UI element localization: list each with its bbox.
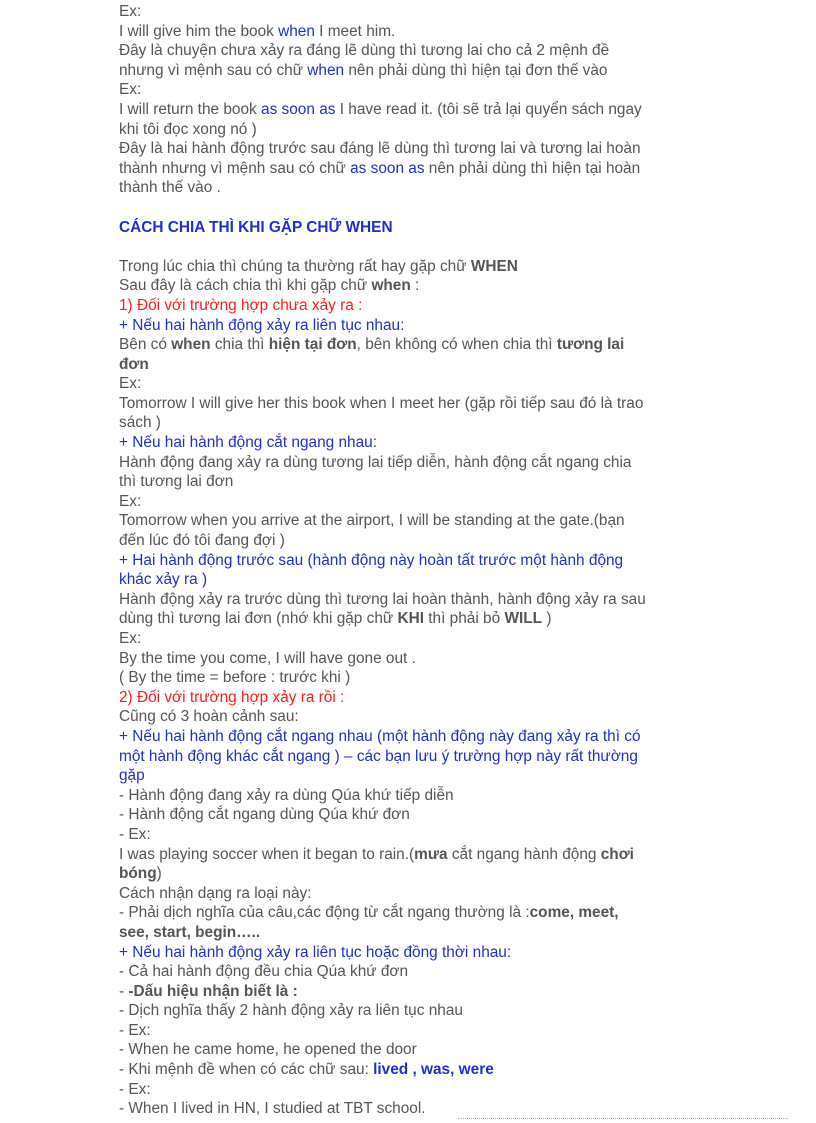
text-segment: when [278, 22, 315, 40]
text-segment: as soon as [261, 100, 336, 118]
text-line [119, 766, 719, 786]
text-segment: Tomorrow when you arrive at the airport, I will be standing at the gate.(bạn [119, 512, 625, 530]
text-segment: when [371, 277, 411, 295]
text-line [119, 649, 719, 669]
text-line [119, 531, 719, 551]
text-line [119, 551, 719, 571]
text-line [119, 688, 719, 708]
text-line [119, 668, 719, 688]
text-line [119, 2, 719, 22]
text-segment: as soon as [350, 159, 425, 177]
text-line [119, 1021, 719, 1041]
text-segment: come, meet, [529, 904, 619, 922]
text-segment: : [410, 277, 420, 295]
text-line [119, 707, 719, 727]
text-segment: - Phải dịch nghĩa của câu,các động từ cắt ngang thường là : [119, 904, 530, 922]
text-segment: gặp [119, 767, 145, 785]
text-line [119, 629, 719, 649]
text-segment: Ex: [119, 375, 142, 393]
text-line [119, 472, 719, 492]
text-segment: - Dịch nghĩa thấy 2 hành động xảy ra liên tục nhau [119, 1002, 463, 1020]
text-segment: + Hai hành động trước sau (hành động này hoàn tất trước một hành động [119, 551, 624, 569]
text-segment: WHEN [345, 218, 393, 236]
document-body [119, 2, 719, 1119]
text-line [119, 100, 719, 120]
text-line [119, 374, 719, 394]
text-segment: Hành động xảy ra trước dùng thì tương lai hoàn thành, hành động xảy ra sau [119, 590, 646, 608]
text-segment: WILL [504, 610, 543, 628]
text-segment: KHI [397, 610, 424, 628]
text-line [119, 943, 719, 963]
text-line [119, 864, 719, 884]
text-line [119, 786, 719, 806]
text-segment: + Nếu hai hành động cắt ngang nhau: [119, 434, 378, 452]
text-line [119, 394, 719, 414]
text-segment: WHEN [470, 257, 518, 275]
text-line [119, 413, 719, 433]
text-segment: - Ex: [119, 1021, 151, 1039]
text-segment: nên phải dùng thì hiện tại đơn thế vào [344, 61, 608, 79]
text-line [119, 1001, 719, 1021]
text-segment: hiện tại đơn [268, 336, 357, 354]
text-segment: khi tôi đọc xong nó ) [119, 120, 257, 138]
text-segment: - Ex: [119, 825, 151, 843]
text-line [119, 296, 719, 316]
text-segment: dùng thì tương lai đơn (nhớ khi gặp chữ [119, 610, 398, 628]
text-line [119, 884, 719, 904]
text-segment: Cách nhận dạng ra loại này: [119, 884, 312, 902]
text-line [119, 335, 719, 355]
text-segment: ) [542, 610, 552, 628]
text-line [119, 982, 719, 1002]
text-segment: nên phải dùng thì hiện tại hoàn [424, 159, 641, 177]
text-segment: I was playing soccer when it began to rain.( [119, 845, 415, 863]
text-segment: Ex: [119, 3, 142, 20]
text-segment: thì phải bỏ [424, 610, 505, 628]
text-segment: Ex: [119, 492, 142, 510]
text-segment: - Khi mệnh đề when có các chữ sau: [119, 1061, 374, 1079]
text-line [119, 825, 719, 845]
text-segment: đơn [119, 355, 149, 373]
text-line [119, 570, 719, 590]
text-segment: I will give him the book [119, 22, 279, 40]
text-line [119, 41, 719, 61]
text-segment: - When he came home, he opened the door [119, 1041, 417, 1059]
text-segment: khác xảy ra ) [119, 571, 208, 589]
text-line [119, 22, 719, 42]
text-segment: Hành động đang xảy ra dùng tương lai tiếp diễn, hành động cắt ngang chia [119, 453, 632, 471]
text-segment: I will return the book [119, 100, 262, 118]
text-segment: + Nếu hai hành động xảy ra liên tục nhau: [119, 316, 405, 334]
blank-line [119, 237, 719, 257]
text-line [119, 727, 719, 747]
text-segment: Bên có [119, 336, 172, 354]
text-line [119, 218, 719, 238]
text-line [119, 1080, 719, 1100]
text-segment: I have read it. (tôi sẽ trả lại quyển sách ngay [335, 100, 642, 118]
text-segment: ( By the time = before : trước khi ) [119, 669, 351, 687]
text-line [119, 962, 719, 982]
text-line [119, 178, 719, 198]
text-segment: - Hành động đang xảy ra dùng Qúa khứ tiếp diễn [119, 786, 454, 804]
text-segment: Ex: [119, 630, 142, 647]
text-line [119, 609, 719, 629]
text-segment: CÁCH CHIA THÌ KHI GẶP CHỮ [119, 218, 346, 236]
text-segment: when [171, 336, 211, 354]
text-line [119, 61, 719, 81]
text-segment: - Cả hai hành động đều chia Qúa khứ đơn [119, 963, 409, 981]
text-line [119, 845, 719, 865]
text-line [119, 316, 719, 336]
text-line [119, 433, 719, 453]
text-segment: + Nếu hai hành động xảy ra liên tục hoặc đồng thời nhau: [119, 943, 512, 961]
text-line [119, 159, 719, 179]
text-segment: 1) Đối với trường hợp chưa xảy ra : [119, 296, 363, 314]
text-segment: lived , was, were [373, 1061, 494, 1079]
text-segment: thành nhưng vì mệnh sau có chữ [119, 159, 351, 177]
text-segment: tương lai [556, 336, 625, 354]
text-segment: cắt ngang hành động [447, 845, 601, 863]
text-segment: By the time you come, I will have gone out . [119, 649, 416, 667]
text-segment: 2) Đối với trường hợp xảy ra rồi : [119, 688, 345, 706]
text-segment: thành thế vào . [119, 179, 221, 197]
text-line [119, 1060, 719, 1080]
text-line [119, 257, 719, 277]
text-line [119, 492, 719, 512]
text-segment: nhưng vì mệnh sau có chữ [119, 61, 308, 79]
text-segment: + Nếu hai hành động cắt ngang nhau (một hành động này đang xảy ra thì có [119, 727, 641, 745]
text-segment: chia thì [210, 336, 269, 354]
text-line [119, 747, 719, 767]
text-line [119, 276, 719, 296]
text-line [119, 590, 719, 610]
text-segment: Đây là chuyện chưa xảy ra đáng lẽ dùng thì tương lai cho cả 2 mệnh đề [119, 42, 610, 60]
blank-line [119, 198, 719, 218]
text-segment: bóng [119, 865, 157, 883]
text-segment: đến lúc đó tôi đang đợi ) [119, 532, 285, 550]
text-segment: - Ex: [119, 1080, 151, 1098]
text-line [119, 355, 719, 375]
text-segment: - When I lived in HN, I studied at TBT school. [119, 1100, 426, 1118]
text-segment: Trong lúc chia thì chúng ta thường rất hay gặp chữ [119, 257, 471, 275]
text-segment: Sau đây là cách chia thì khi gặp chữ [119, 277, 372, 295]
text-segment: sách ) [119, 414, 161, 432]
text-line [119, 511, 719, 531]
text-segment: thì tương lai đơn [119, 473, 234, 491]
text-segment: when [307, 61, 345, 79]
text-segment: see, start, begin….. [119, 923, 261, 941]
text-segment: I meet him. [314, 22, 396, 40]
text-line [119, 1099, 719, 1119]
text-segment: - [119, 982, 129, 1000]
text-segment: Ex: [119, 81, 142, 99]
text-segment: mưa [414, 845, 448, 863]
text-line [119, 80, 719, 100]
text-segment: chơi [600, 845, 634, 863]
text-segment: Cũng có 3 hoàn cảnh sau: [119, 708, 299, 726]
text-line [119, 453, 719, 473]
text-segment: -Dấu hiệu nhận biết là : [128, 982, 298, 1000]
text-segment: một hành động khác cắt ngang ) – các bạn lưu ý trường hợp này rất thường [119, 747, 638, 765]
footer-dotted-rule [458, 1118, 788, 1119]
text-line [119, 120, 719, 140]
text-segment: - Hành động cắt ngang dùng Qúa khứ đơn [119, 806, 410, 824]
text-line [119, 1040, 719, 1060]
text-line [119, 903, 719, 923]
text-segment: , bên không có when chia thì [356, 336, 557, 354]
text-segment: ) [156, 865, 162, 883]
text-segment: Đây là hai hành động trước sau đáng lẽ dùng thì tương lai và tương lai hoàn [119, 140, 641, 158]
text-line [119, 923, 719, 943]
text-line [119, 139, 719, 159]
text-line [119, 805, 719, 825]
text-segment: Tomorrow I will give her this book when I meet her (gặp rồi tiếp sau đó là trao [119, 394, 644, 412]
